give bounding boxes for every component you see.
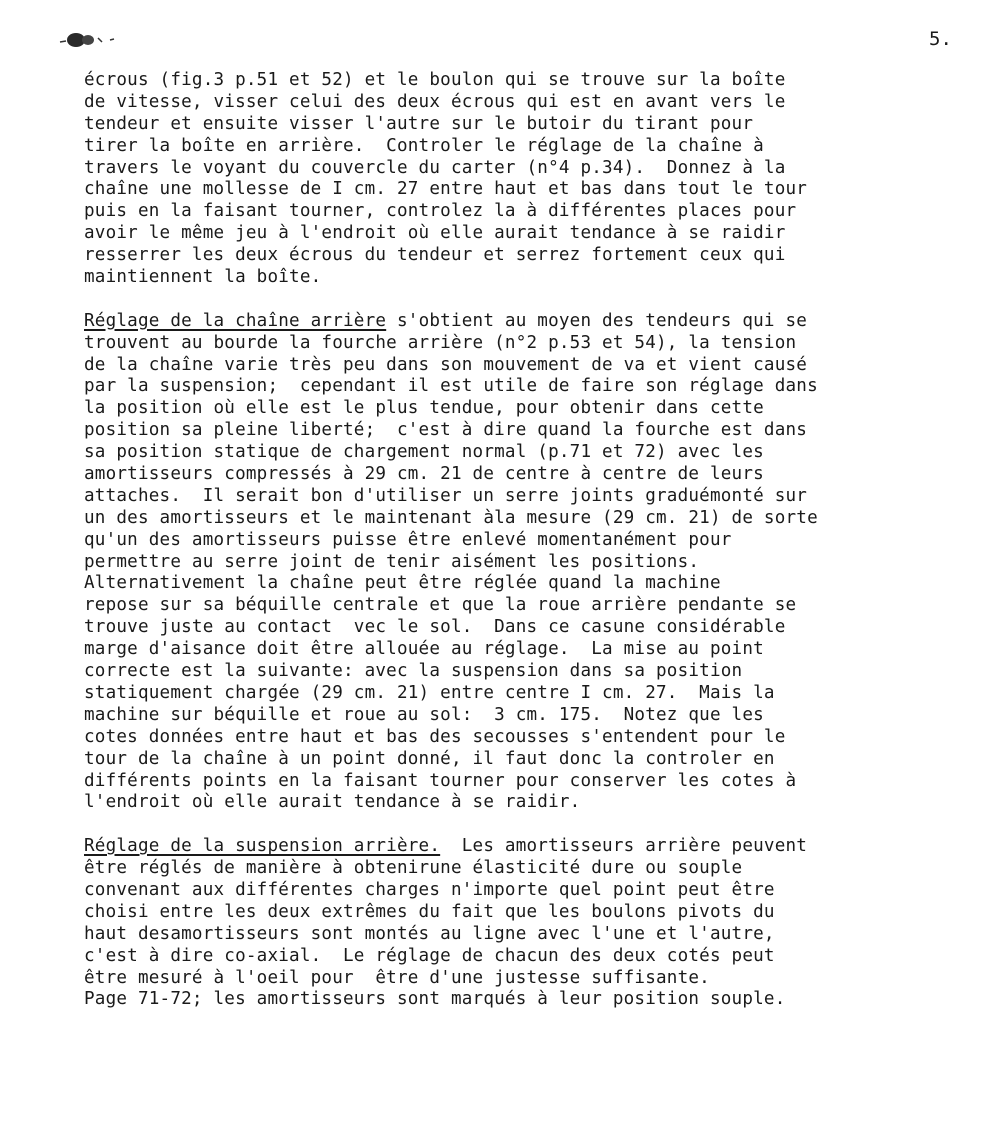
heading-line-rest: s'obtient au moyen des tendeurs qui se: [386, 310, 808, 331]
text-line: statiquement chargée (29 cm. 21) entre centre I cm. 27. Mais la: [84, 682, 775, 703]
text-line: permettre au serre joint de tenir aisément les positions.: [84, 551, 700, 572]
section-heading-rear-suspension: Réglage de la suspension arrière.: [84, 836, 441, 857]
text-line: position sa pleine liberté; c'est à dire quand la fourche est dans: [84, 420, 808, 441]
text-line: chaîne une mollesse de I cm. 27 entre haut et bas dans tout le tour: [84, 179, 808, 200]
text-line: choisi entre les deux extrêmes du fait que les boulons pivots du: [84, 901, 775, 922]
text-line: correcte est la suivante: avec la suspension dans sa position: [84, 661, 743, 682]
text-line: puis en la faisant tourner, controlez la à différentes places pour: [84, 201, 797, 222]
paragraph-chain-front: [84, 70, 979, 289]
text-line: [84, 311, 979, 333]
text-line: c'est à dire co-axial. Le réglage de chacun des deux cotés peut: [84, 945, 775, 966]
text-line: tirer la boîte en arrière. Controler le réglage de la chaîne à: [84, 135, 764, 156]
document-body: [84, 70, 979, 1011]
text-line: trouve juste au contact vec le sol. Dans ce casune considérable: [84, 617, 786, 638]
text-line: maintiennent la boîte.: [84, 267, 322, 288]
text-line: [84, 836, 979, 858]
text-line: cotes données entre haut et bas des secousses s'entendent pour le: [84, 726, 786, 747]
ink-smudge-mark: [58, 30, 118, 50]
text-line: par la suspension; cependant il est utile de faire son réglage dans: [84, 376, 818, 397]
text-line: être mesuré à l'oeil pour être d'une justesse suffisante.: [84, 967, 710, 988]
text-line: repose sur sa béquille centrale et que la roue arrière pendante se: [84, 595, 797, 616]
text-line: haut desamortisseurs sont montés au ligne avec l'une et l'autre,: [84, 923, 775, 944]
text-line: l'endroit où elle aurait tendance à se raidir.: [84, 792, 581, 813]
text-line: la position où elle est le plus tendue, pour obtenir dans cette: [84, 398, 764, 419]
paragraph-rear-suspension-adjustment: [84, 836, 979, 1011]
text-line: convenant aux différentes charges n'importe quel point peut être: [84, 879, 775, 900]
text-line: Page 71-72; les amortisseurs sont marqués à leur position souple.: [84, 989, 786, 1010]
text-line: avoir le même jeu à l'endroit où elle aurait tendance à se raidir: [84, 223, 786, 244]
text-line: de vitesse, visser celui des deux écrous qui est en avant vers le: [84, 91, 786, 112]
text-line: amortisseurs compressés à 29 cm. 21 de centre à centre de leurs: [84, 464, 764, 485]
text-line: marge d'aisance doit être allouée au réglage. La mise au point: [84, 639, 764, 660]
text-line: travers le voyant du couvercle du carter (n°4 p.34). Donnez à la: [84, 157, 786, 178]
text-line: sa position statique de chargement normal (p.71 et 72) avec les: [84, 442, 764, 463]
page-number: 5.: [929, 28, 952, 50]
text-line: machine sur béquille et roue au sol: 3 cm. 175. Notez que les: [84, 704, 764, 725]
text-line: de la chaîne varie très peu dans son mouvement de va et vient causé: [84, 354, 808, 375]
text-line: attaches. Il serait bon d'utiliser un serre joints graduémonté sur: [84, 485, 808, 506]
paragraph-rear-chain-adjustment: [84, 311, 979, 814]
text-line: tendeur et ensuite visser l'autre sur le butoir du tirant pour: [84, 113, 754, 134]
text-line: qu'un des amortisseurs puisse être enlevé momentanément pour: [84, 529, 732, 550]
text-line: écrous (fig.3 p.51 et 52) et le boulon qui se trouve sur la boîte: [84, 70, 786, 90]
section-heading-rear-chain: Réglage de la chaîne arrière: [84, 310, 387, 331]
text-line: tour de la chaîne à un point donné, il faut donc la controler en: [84, 748, 775, 769]
text-line: resserrer les deux écrous du tendeur et serrez fortement ceux qui: [84, 245, 786, 266]
heading-line-rest: Les amortisseurs arrière peuvent: [440, 836, 808, 857]
text-line: trouvent au bourde la fourche arrière (n°2 p.53 et 54), la tension: [84, 332, 797, 353]
text-line: différents points en la faisant tourner pour conserver les cotes à: [84, 770, 797, 791]
text-line: être réglés de manière à obtenirune élasticité dure ou souple: [84, 858, 743, 879]
text-line: un des amortisseurs et le maintenant àla mesure (29 cm. 21) de sorte: [84, 507, 818, 528]
text-line: Alternativement la chaîne peut être réglée quand la machine: [84, 573, 721, 594]
